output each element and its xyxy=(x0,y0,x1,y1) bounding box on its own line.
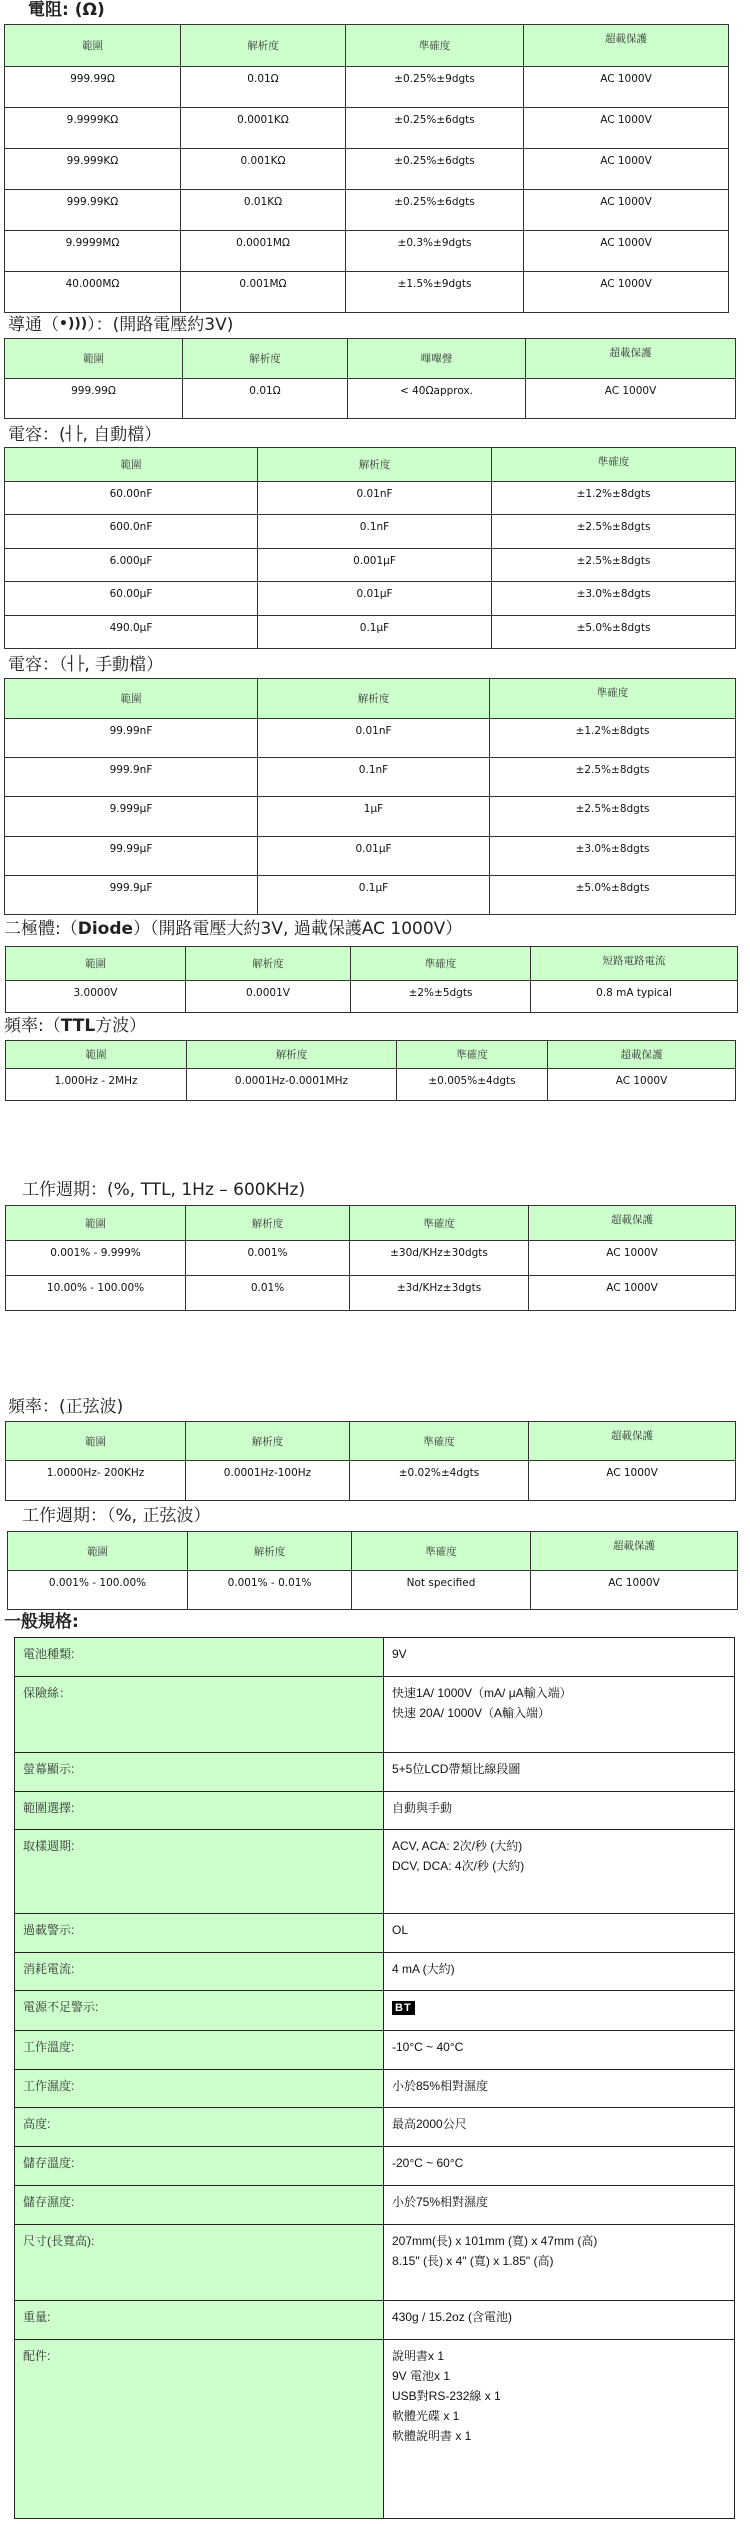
continuity-title xyxy=(8,314,233,335)
section-title-bold: TTL xyxy=(60,1016,96,1036)
section-title-text: 電阻: (Ω) xyxy=(28,0,105,20)
spec-row xyxy=(15,2225,735,2301)
table-cell: ±30d/KHz±30dgts xyxy=(350,1241,529,1276)
table-cell: ±2.5%±8dgts xyxy=(490,758,736,797)
table-cell: 0.01nF xyxy=(258,482,492,515)
general-spec-table xyxy=(14,1637,735,2519)
table-cell: 0.01Ω xyxy=(181,67,346,108)
header-row xyxy=(5,339,736,379)
table-cell: 0.01% xyxy=(186,1276,350,1311)
table-cell: ±2%±5dgts xyxy=(351,981,531,1013)
spec-value-line xyxy=(392,2076,726,2096)
table-cell: 1.000Hz - 2MHz xyxy=(6,1069,187,1101)
table-cell: ±1.5%±9dgts xyxy=(346,272,524,313)
table-cell: ±0.02%±4dgts xyxy=(350,1461,529,1501)
spec-value-line xyxy=(392,1856,726,1876)
spec-value-line xyxy=(392,1836,726,1856)
table-cell: 0.01μF xyxy=(258,582,492,615)
table-cell: 0.1nF xyxy=(258,515,492,548)
spec-value-text: 軟體說明書 x 1 xyxy=(392,2429,472,2443)
table-cell: 1μF xyxy=(258,797,490,836)
table-row xyxy=(6,1241,736,1276)
spec-value-text: -20°C ~ 60°C xyxy=(392,2156,464,2170)
column-header: 超載保護 xyxy=(529,1206,736,1241)
header-row xyxy=(6,1422,736,1461)
spec-key: 高度: xyxy=(15,2108,384,2147)
spec-key: 儲存濕度: xyxy=(15,2186,384,2225)
column-header: 準確度 xyxy=(346,25,524,67)
table-cell: AC 1000V xyxy=(548,1069,736,1101)
diode-table xyxy=(5,946,738,1013)
table-row xyxy=(5,719,736,758)
spec-value-line xyxy=(392,2346,726,2366)
column-header: 解析度 xyxy=(258,679,490,719)
spec-key: 取樣週期: xyxy=(15,1830,384,1914)
table-cell: AC 1000V xyxy=(529,1241,736,1276)
spec-value-text: OL xyxy=(392,1923,409,1937)
spec-value-line xyxy=(392,1997,726,2017)
table-cell: 40.000MΩ xyxy=(5,272,181,313)
spec-value-text: 快速 20A/ 1000V（A輸入端） xyxy=(392,1706,551,1720)
spec-value-line xyxy=(392,2366,726,2386)
table-cell: 0.01nF xyxy=(258,719,490,758)
column-header: 準確度 xyxy=(490,679,736,719)
spec-row xyxy=(15,2186,735,2225)
table-cell: AC 1000V xyxy=(529,1461,736,1501)
table-cell: 490.0μF xyxy=(5,615,258,648)
capacitor-icon: ┤├ xyxy=(65,426,83,442)
capacitor-icon: ┤├ xyxy=(67,656,85,672)
spec-value xyxy=(384,2031,735,2070)
table-cell: AC 1000V xyxy=(524,272,729,313)
column-header: 範圍 xyxy=(5,339,183,379)
column-header: 嗶嗶聲 xyxy=(348,339,526,379)
table-cell: 0.0001Hz-100Hz xyxy=(186,1461,350,1501)
column-header: 範圍 xyxy=(5,448,258,482)
table-cell: AC 1000V xyxy=(526,379,736,419)
table-cell: 0.001% - 0.01% xyxy=(188,1571,352,1610)
table-row xyxy=(5,758,736,797)
table-cell: ±0.25%±6dgts xyxy=(346,149,524,190)
spec-key: 消耗電流: xyxy=(15,1953,384,1991)
continuity-sound-icon: •))) xyxy=(59,316,88,332)
spec-key: 過載警示: xyxy=(15,1914,384,1953)
spec-key: 電池種類: xyxy=(15,1638,384,1677)
section-title-prefix: 電容：( xyxy=(8,425,66,445)
table-cell: 0.01μF xyxy=(258,836,490,875)
table-cell: 99.99nF xyxy=(5,719,258,758)
general-spec-title: 一般規格: xyxy=(4,1612,79,1632)
table-cell: ±0.005%±4dgts xyxy=(397,1069,548,1101)
table-cell: 0.001% - 9.999% xyxy=(6,1241,186,1276)
column-header: 解析度 xyxy=(188,1532,352,1571)
spec-value-line xyxy=(392,2192,726,2212)
spec-value-text: 軟體光碟 x 1 xyxy=(392,2409,460,2423)
table-cell: 0.0001KΩ xyxy=(181,108,346,149)
spec-value xyxy=(384,1991,735,2031)
table-cell: 99.99μF xyxy=(5,836,258,875)
spec-value-line xyxy=(392,2231,726,2251)
column-header: 準確度 xyxy=(351,947,531,981)
table-cell: ±0.3%±9dgts xyxy=(346,231,524,272)
column-header: 超載保護 xyxy=(524,25,729,67)
table-cell: 9.9999MΩ xyxy=(5,231,181,272)
table-cell: 60.00μF xyxy=(5,582,258,615)
spec-row xyxy=(15,2147,735,2186)
table-cell: ±2.5%±8dgts xyxy=(490,797,736,836)
table-row xyxy=(6,1276,736,1311)
spec-row xyxy=(15,1953,735,1991)
spec-value-line xyxy=(392,1644,726,1664)
section-title-prefix: 二極體:（ xyxy=(4,919,78,939)
spec-value xyxy=(384,1753,735,1792)
table-cell: 0.001μF xyxy=(258,548,492,581)
table-cell: 60.00nF xyxy=(5,482,258,515)
table-cell: AC 1000V xyxy=(524,190,729,231)
table-cell: 0.0001MΩ xyxy=(181,231,346,272)
spec-value-text: 小於85%相對濕度 xyxy=(392,2079,489,2093)
table-row xyxy=(5,548,736,581)
table-row xyxy=(6,1461,736,1501)
table-cell: 1.0000Hz- 200KHz xyxy=(6,1461,186,1501)
spec-value-line xyxy=(392,2037,726,2057)
table-row xyxy=(5,836,736,875)
duty-cycle-ttl-table xyxy=(5,1205,736,1311)
low-battery-bt-icon: BT xyxy=(392,2001,415,2015)
spec-value-line xyxy=(392,2307,726,2327)
spec-value-text: 說明書x 1 xyxy=(392,2349,445,2363)
duty-cycle-sine-title xyxy=(22,1506,210,1526)
spec-key: 工作溫度: xyxy=(15,2031,384,2070)
table-row xyxy=(5,149,729,190)
spec-row xyxy=(15,2301,735,2340)
table-cell: AC 1000V xyxy=(524,108,729,149)
table-row xyxy=(5,231,729,272)
spec-value-line xyxy=(392,2386,726,2406)
table-cell: ±0.25%±9dgts xyxy=(346,67,524,108)
spec-value-text: 最高2000公尺 xyxy=(392,2117,467,2131)
table-row xyxy=(5,67,729,108)
spec-value-line xyxy=(392,2406,726,2426)
frequency-sine-title xyxy=(8,1397,123,1417)
spec-value xyxy=(384,2070,735,2108)
spec-value-line xyxy=(392,2251,726,2271)
table-cell: ±5.0%±8dgts xyxy=(490,875,736,914)
column-header: 解析度 xyxy=(183,339,348,379)
table-cell: ±1.2%±8dgts xyxy=(492,482,736,515)
column-header: 範圍 xyxy=(6,947,186,981)
spec-value-line xyxy=(392,1759,726,1779)
table-cell: 0.001% xyxy=(186,1241,350,1276)
spec-row xyxy=(15,1638,735,1677)
table-cell: ±3.0%±8dgts xyxy=(490,836,736,875)
table-cell: 0.1nF xyxy=(258,758,490,797)
continuity-table xyxy=(4,338,736,419)
duty-cycle-ttl-title xyxy=(22,1180,305,1200)
section-title-suffix: , 手動檔） xyxy=(84,655,164,675)
table-row xyxy=(5,108,729,149)
column-header: 超載保護 xyxy=(529,1422,736,1461)
spec-row xyxy=(15,2031,735,2070)
table-cell: 999.9nF xyxy=(5,758,258,797)
frequency-ttl-title xyxy=(4,1016,146,1036)
table-cell: 3.0000V xyxy=(6,981,186,1013)
spec-value-text: DCV, DCA: 4次/秒 (大約) xyxy=(392,1859,525,1873)
spec-value-text: 自動與手動 xyxy=(392,1801,453,1815)
spec-key: 尺寸(長寬高): xyxy=(15,2225,384,2301)
table-row xyxy=(5,582,736,615)
table-cell: 600.0nF xyxy=(5,515,258,548)
spec-value-text: 9V 電池x 1 xyxy=(392,2369,451,2383)
spec-value xyxy=(384,1953,735,1991)
table-cell: 9.9999KΩ xyxy=(5,108,181,149)
table-row xyxy=(5,272,729,313)
column-header: 準確度 xyxy=(350,1206,529,1241)
column-header: 超載保護 xyxy=(531,1532,738,1571)
table-cell: ±2.5%±8dgts xyxy=(492,515,736,548)
table-cell: ±2.5%±8dgts xyxy=(492,548,736,581)
header-row xyxy=(6,1041,736,1069)
table-cell: ±1.2%±8dgts xyxy=(490,719,736,758)
spec-row xyxy=(15,2108,735,2147)
spec-row xyxy=(15,1792,735,1830)
table-cell: 0.01Ω xyxy=(183,379,348,419)
table-cell: AC 1000V xyxy=(524,231,729,272)
spec-key: 配件: xyxy=(15,2340,384,2519)
section-title-prefix: 頻率:（ xyxy=(4,1016,61,1036)
spec-key: 電源不足警示: xyxy=(15,1991,384,2031)
table-cell: ±3d/KHz±3dgts xyxy=(350,1276,529,1311)
spec-row xyxy=(15,1830,735,1914)
spec-row xyxy=(15,2340,735,2519)
spec-row xyxy=(15,2070,735,2108)
table-row xyxy=(5,515,736,548)
table-row xyxy=(5,482,736,515)
spec-value-line xyxy=(392,1798,726,1818)
spec-row xyxy=(15,1677,735,1753)
column-header: 解析度 xyxy=(186,1206,350,1241)
table-row xyxy=(5,190,729,231)
spec-value-text: 快速1A/ 1000V（mA/ μA輸入端） xyxy=(392,1686,572,1700)
capacitance-auto-table xyxy=(4,447,736,649)
section-title-suffix: ）：(開路電壓約3V) xyxy=(87,315,234,335)
section-title-text: 工作週期：(%, TTL, 1Hz – 600KHz) xyxy=(22,1180,306,1200)
column-header: 範圍 xyxy=(6,1206,186,1241)
table-cell: 0.001% - 100.00% xyxy=(8,1571,188,1610)
column-header: 範圍 xyxy=(6,1422,186,1461)
spec-key: 範圍選擇: xyxy=(15,1792,384,1830)
column-header: 解析度 xyxy=(186,947,351,981)
spec-value xyxy=(384,2108,735,2147)
table-cell: ±5.0%±8dgts xyxy=(492,615,736,648)
section-title-prefix: 導通（ xyxy=(8,315,59,335)
column-header: 超載保護 xyxy=(526,339,736,379)
spec-value-line xyxy=(392,1920,726,1940)
spec-value-text: 小於75%相對濕度 xyxy=(392,2195,489,2209)
column-header: 解析度 xyxy=(186,1422,350,1461)
column-header: 解析度 xyxy=(187,1041,397,1069)
table-row xyxy=(5,875,736,914)
column-header: 解析度 xyxy=(181,25,346,67)
table-cell: < 40Ωapprox. xyxy=(348,379,526,419)
spec-row xyxy=(15,1991,735,2031)
spec-value-line xyxy=(392,2426,726,2446)
frequency-ttl-table xyxy=(5,1040,736,1101)
spec-value-line xyxy=(392,2153,726,2173)
table-row xyxy=(8,1571,738,1610)
spec-value-text: -10°C ~ 40°C xyxy=(392,2040,464,2054)
column-header: 解析度 xyxy=(258,448,492,482)
table-cell: 0.8 mA typical xyxy=(531,981,738,1013)
header-row xyxy=(5,25,729,67)
header-row xyxy=(8,1532,738,1571)
table-row xyxy=(5,797,736,836)
header-row xyxy=(6,947,738,981)
spec-value xyxy=(384,1638,735,1677)
capacitance-manual-table xyxy=(4,678,736,915)
spec-value-line xyxy=(392,1959,726,1979)
table-cell: 0.1μF xyxy=(258,875,490,914)
table-cell: AC 1000V xyxy=(524,149,729,190)
table-cell: 99.999KΩ xyxy=(5,149,181,190)
spec-value xyxy=(384,1914,735,1953)
spec-value xyxy=(384,2147,735,2186)
spec-value-text: 207mm(長) x 101mm (寬) x 47mm (高) xyxy=(392,2234,598,2248)
spec-key: 重量: xyxy=(15,2301,384,2340)
spec-value xyxy=(384,2340,735,2519)
spec-value xyxy=(384,1830,735,1914)
spec-value xyxy=(384,2301,735,2340)
table-row xyxy=(6,981,738,1013)
spec-value-text: USB對RS-232線 x 1 xyxy=(392,2389,501,2403)
column-header: 範圍 xyxy=(5,679,258,719)
capacitance-manual-title xyxy=(8,654,163,675)
table-cell: 999.9μF xyxy=(5,875,258,914)
table-cell: 0.01KΩ xyxy=(181,190,346,231)
spec-key: 螢幕顯示: xyxy=(15,1753,384,1792)
table-cell: AC 1000V xyxy=(524,67,729,108)
column-header: 範圍 xyxy=(8,1532,188,1571)
table-cell: ±0.25%±6dgts xyxy=(346,190,524,231)
diode-title xyxy=(4,919,462,939)
table-cell: 0.1μF xyxy=(258,615,492,648)
table-cell: 0.0001V xyxy=(186,981,351,1013)
column-header: 範圍 xyxy=(5,25,181,67)
duty-cycle-sine-table xyxy=(7,1531,738,1610)
section-title-suffix: 方波） xyxy=(95,1016,147,1036)
spec-key: 保險絲： xyxy=(15,1677,384,1753)
table-cell: 999.99KΩ xyxy=(5,190,181,231)
table-row xyxy=(6,1069,736,1101)
spec-key: 儲存溫度: xyxy=(15,2147,384,2186)
column-header: 超載保護 xyxy=(548,1041,736,1069)
spec-value-text: 9V xyxy=(392,1647,407,1661)
spec-value xyxy=(384,2186,735,2225)
spec-value xyxy=(384,1792,735,1830)
resistance-table xyxy=(4,24,729,313)
section-title-text: 工作週期：（%, 正弦波） xyxy=(22,1506,211,1526)
section-title-suffix: , 自動檔） xyxy=(82,425,162,445)
header-row xyxy=(5,448,736,482)
spec-value xyxy=(384,1677,735,1753)
table-cell: 6.000μF xyxy=(5,548,258,581)
section-title-suffix: ）（開路電壓大約3V, 過載保護AC 1000V） xyxy=(133,919,463,939)
table-cell: AC 1000V xyxy=(529,1276,736,1311)
spec-value-text: 8.15" (長) x 4" (寬) x 1.85" (高) xyxy=(392,2254,554,2268)
column-header: 準確度 xyxy=(350,1422,529,1461)
spec-row xyxy=(15,1753,735,1792)
table-cell: 999.99Ω xyxy=(5,379,183,419)
header-row xyxy=(5,679,736,719)
table-cell: 9.999μF xyxy=(5,797,258,836)
spec-value xyxy=(384,2225,735,2301)
column-header: 準確度 xyxy=(492,448,736,482)
table-row xyxy=(5,615,736,648)
capacitance-auto-title xyxy=(8,424,161,445)
column-header: 範圍 xyxy=(6,1041,187,1069)
spec-value-text: 5+5位LCD帶類比線段圖 xyxy=(392,1762,521,1776)
table-cell: 10.00% - 100.00% xyxy=(6,1276,186,1311)
spec-key: 工作濕度: xyxy=(15,2070,384,2108)
table-cell: 0.0001Hz-0.0001MHz xyxy=(187,1069,397,1101)
table-cell: AC 1000V xyxy=(531,1571,738,1610)
resistance-title xyxy=(28,0,105,20)
section-title-bold: Diode xyxy=(77,919,134,939)
spec-value-text: 4 mA (大約) xyxy=(392,1962,455,1976)
spec-value-text: 430g / 15.2oz (含電池) xyxy=(392,2310,513,2324)
column-header: 準確度 xyxy=(352,1532,531,1571)
table-cell: ±3.0%±8dgts xyxy=(492,582,736,615)
column-header: 準確度 xyxy=(397,1041,548,1069)
table-cell: 0.001MΩ xyxy=(181,272,346,313)
column-header: 短路電路電流 xyxy=(531,947,738,981)
spec-value-line xyxy=(392,1703,726,1723)
section-title-text: 頻率：(正弦波) xyxy=(8,1397,124,1417)
table-cell: 999.99Ω xyxy=(5,67,181,108)
table-cell: Not specified xyxy=(352,1571,531,1610)
frequency-sine-table xyxy=(5,1421,736,1501)
header-row xyxy=(6,1206,736,1241)
table-cell: 0.001KΩ xyxy=(181,149,346,190)
spec-value-line xyxy=(392,2114,726,2134)
spec-value-line xyxy=(392,1683,726,1703)
spec-row xyxy=(15,1914,735,1953)
table-cell: ±0.25%±6dgts xyxy=(346,108,524,149)
table-row xyxy=(5,379,736,419)
spec-value-text: ACV, ACA: 2次/秒 (大約) xyxy=(392,1839,523,1853)
section-title-prefix: 電容：（ xyxy=(8,655,68,675)
